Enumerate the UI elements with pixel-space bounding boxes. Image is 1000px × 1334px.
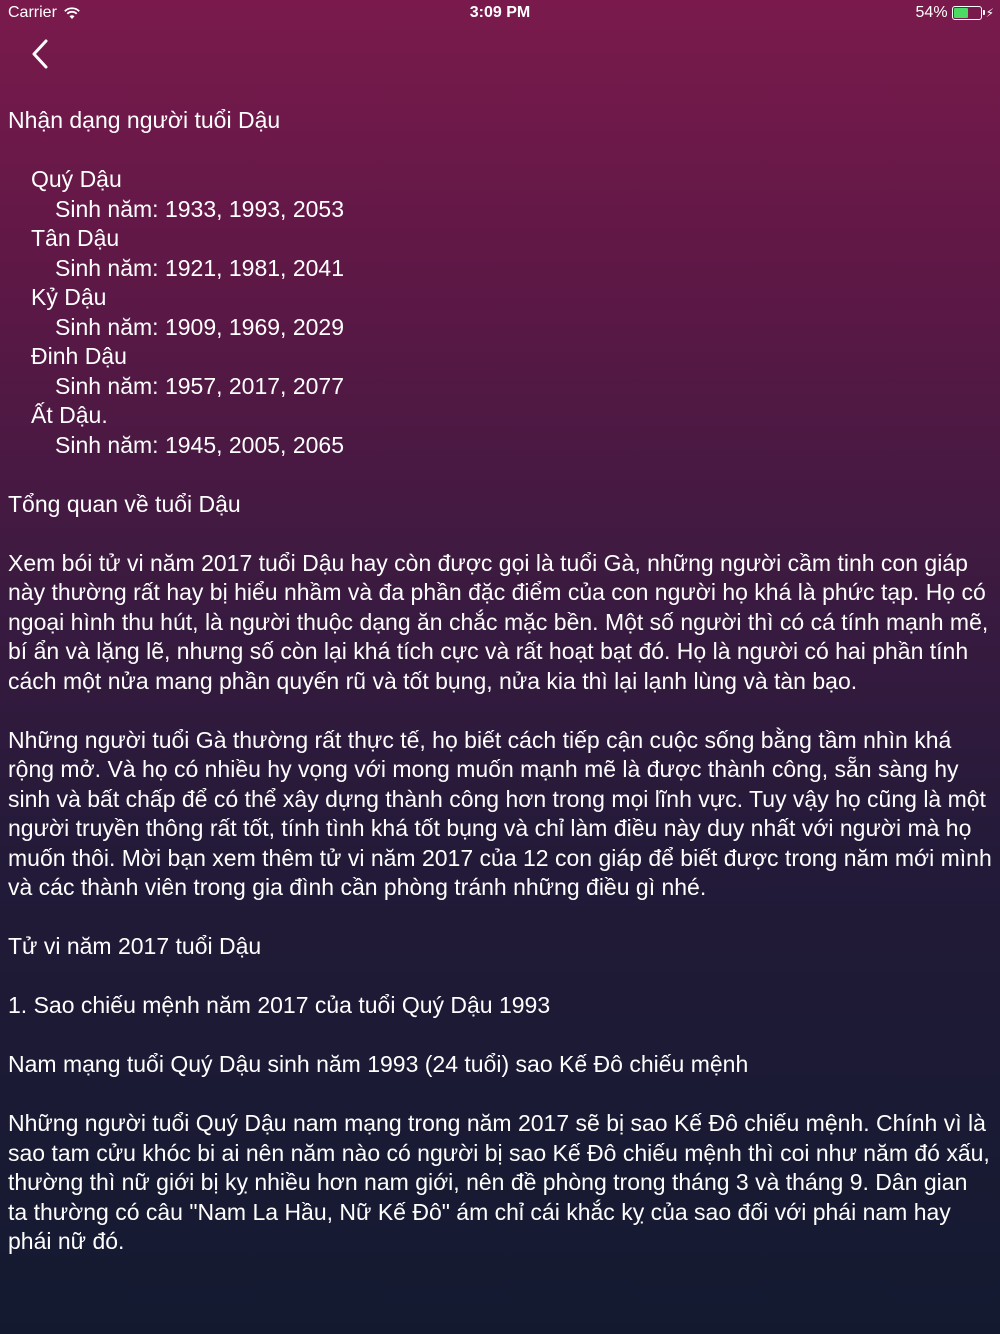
spacer [8,1021,992,1051]
type-name: Ất Dậu. [31,402,108,428]
spacer [8,460,992,490]
battery-percent: 54% [915,4,948,21]
type-years: Sinh năm: 1921, 1981, 2041 [55,254,345,281]
battery-icon [952,6,982,20]
battery-group [916,4,994,22]
paragraph: Nam mạng tuổi Quý Dậu sinh năm 1993 (24 tuổi) sao Kế Đô chiếu mệnh [8,1051,749,1077]
spacer [8,519,992,549]
paragraph: Những người tuổi Gà thường rất thực tế, họ biết cách tiếp cận cuộc sống bằng tầm nhìn khá rộng mở. Và họ có nhiều hy vọng với mong muốn mạnh mẽ là được thành công, sẵn sàng hy sinh và bất chấp để có thể xây dựng thành công hơn trong mọi lĩnh vực. Tuy vậy họ cũng là một người truyền thông rất tốt, tính tình khá tốt bụng và chỉ làm điều này duy nhất với người mà họ muốn thôi. Mời bạn xem thêm tử vi năm 2017 của 12 con giáp để biết được trong năm mới mình và các thành viên trong gia đình cần phòng tránh những điều gì nhé. [8,726,992,900]
type-years: Sinh năm: 1945, 2005, 2065 [55,431,345,458]
chevron-left-icon [26,36,58,72]
type-name: Tân Dậu [31,225,120,251]
battery-fill [954,8,968,18]
type-name: Quý Dậu [31,166,122,192]
type-years: Sinh năm: 1957, 2017, 2077 [55,372,345,399]
status-time: 3:09 PM [469,4,531,21]
heading-section-1: 1. Sao chiếu mệnh năm 2017 của tuổi Quý Dậu 1993 [8,992,551,1018]
spacer [8,1080,992,1110]
paragraph: Xem bói tử vi năm 2017 tuổi Dậu hay còn được gọi là tuổi Gà, những người cầm tinh con giáp này thường rất hay bị hiểu nhầm và đa phần đặc điểm của con người họ khá là phức tạp. Họ có ngoại hình thu hút, là người thuộc dạng ăn chắc mặc bền. Một số người thì có cá tính mạnh mẽ, bí ẩn và lặng lẽ, nhưng số còn lại khá tích cực và rất hoạt bạt đó. Họ là người có hai phần tính cách một nửa mang phần quyến rũ và tốt bụng, nửa kia thì lại lạnh lùng và tàn bạo. [8,549,989,694]
carrier-label: Carrier [8,4,57,21]
charging-bolt-icon: ⚡ [985,6,994,20]
spacer [8,962,992,992]
status-bar [0,0,1000,28]
spacer [8,696,992,726]
heading-overview: Tổng quan về tuổi Dậu [8,490,241,517]
heading-identify: Nhận dạng người tuổi Dậu [8,107,281,133]
heading-horoscope: Tử vi năm 2017 tuổi Dậu [8,933,262,959]
type-years: Sinh năm: 1909, 1969, 2029 [55,313,345,340]
article-body [8,106,992,1257]
type-years: Sinh năm: 1933, 1993, 2053 [55,195,345,222]
paragraph: Những người tuổi Quý Dậu nam mạng trong năm 2017 sẽ bị sao Kế Đô chiếu mệnh. Chính vì là sao tam cửu khóc bi ai nên năm nào có người bị sao Kế Đô chiếu mệnh thì coi như năm đó xấu, thường thì nữ giới bị kỵ nhiều hơn nam giới, nên đề phòng trong tháng 3 và tháng 9. Dân gian ta thường có câu "Nam La Hầu, Nữ Kế Đô" ám chỉ cái khắc kỵ của sao đối với phái nam hay phái nữ đó. [8,1110,990,1254]
spacer [8,136,992,166]
type-name: Đinh Dậu [31,343,127,369]
spacer [8,903,992,933]
type-name: Kỷ Dậu [31,284,107,310]
back-button[interactable] [26,36,58,72]
